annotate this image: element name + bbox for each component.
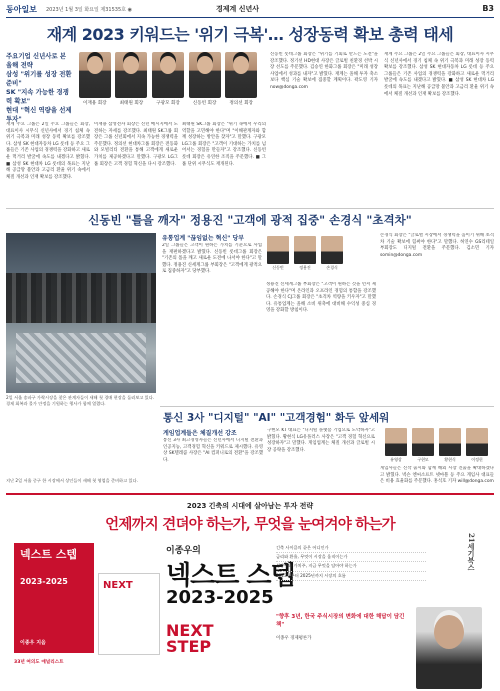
portrait-image bbox=[225, 52, 257, 98]
article-column: 게임사들은 신작 출시와 함께 해외 시장 진출을 확대하겠다고 밝혔다. 넥슨 엔씨소프트 넷마블 등 주요 게임사 대표들은 비용 효율화를 주문했다. 홍석호 기자 will@donga.com bbox=[380, 466, 494, 485]
portrait-image bbox=[115, 52, 147, 98]
article-column: 손경식 회장은 "글로벌 시장에서 경쟁력을 높이기 위해 초격차 기술 확보에 힘써야 한다"고 말했다. 허연수 GS리테일 부회장도 디지털 전환을 주문했다. 김소민 기자 somin@donga.com bbox=[380, 233, 494, 258]
section2-kicker: 유통업계 "끊임없는 혁신" 당부 bbox=[162, 235, 245, 242]
article-column: 통신 3사 최고경영자들은 신년사에서 디지털 전환과 인공지능, 고객경험 혁신을 키워드로 제시했다. 유영상 SK텔레콤 사장은 "AI 컴퍼니로의 전환"을 강조했다. bbox=[163, 438, 263, 463]
issue-date: 2023년 1월 3일 화요일 제31535호 ◉ bbox=[46, 7, 132, 13]
article-column: 신동빈 롯데그룹 회장은 "위기를 기회로 만드는 도전"을 강조했다. 정기선 HD현대 사장은 글로벌 친환경 선박 시장 선도를 주문했다. 김승연 한화그룹 회장은 "미래 성장 사업에서 성과를 내자"고 밝혔다. 재계는 올해 투자 축소보다 핵심 기술 확보에 집중할 계획이다. 곽도영 기자 now@donga.com bbox=[270, 52, 378, 90]
section3-headline[interactable]: 통신 3사 "디지털" "AI" "고객경험" 화두 앞세워 bbox=[163, 412, 390, 424]
person-name: 손경식 bbox=[326, 265, 338, 270]
portrait-image bbox=[152, 52, 184, 98]
article-column: 2일 그룹들은 고객이 원하는 가치를 기준으로 사업을 재편하겠다고 밝혔다. 신동빈 롯데그룹 회장은 "기존의 틀을 깨고 새로운 도전에 나서야 한다"고 말했다. 정용진 신세계그룹 부회장은 "고객에게 광적으로 집중하자"고 당부했다. bbox=[162, 243, 262, 275]
ad-book-years: 2023-2025 bbox=[166, 587, 274, 608]
author-portrait bbox=[416, 607, 482, 689]
book-cover-title: 넥스트 스텝 bbox=[20, 548, 77, 561]
person-photo bbox=[465, 428, 489, 463]
article-column: 이재용 삼성전자 회장은 신년 메시지에서 도전하는 자세를 강조했다. 최태원 SK그룹 회장은 그룹 신년회에서 지속 가능한 경쟁력을 주문했다. 정의선 현대차그룹 회장은 전동화와 모빌리티 전환을 통해 고객에게 새로운 가치를 제공하겠다고 말했다. 구광모 LG그룹 회장은 고객 경험 혁신을 다시 강조했다. bbox=[94, 122, 178, 167]
lead-line: 삼성 "위기를 성장 전환 준비" bbox=[6, 70, 72, 87]
photo-caption: 2일 서울 송파구 가락시장을 찾은 관계자들이 새해 첫 경매 현장을 둘러보고 있다. 경제 회복과 물가 안정을 기원하는 행사가 함께 열렸다. bbox=[6, 395, 155, 406]
article-column: 최태원 SK그룹 회장은 "위기 속에서 우리의 역할을 고민해야 한다"며 "이해관계자와 함께 성장하는 방안을 찾자"고 말했다. 구광모 LG그룹 회장은 "고객이 기대하는 가치를 넘어서는 경험을 만들자"고 강조했다. 신동빈 롯데 회장은 유연한 조직을 주문했다. ■ 그룹 단위 시무식도 재개된다. bbox=[182, 122, 266, 167]
portrait-image bbox=[79, 52, 111, 98]
ad-bullet: 2023년부터 2025년까지 시장의 흐름 bbox=[276, 573, 426, 581]
section3-kicker: 게임업계들은 체질개선 강조 bbox=[163, 430, 237, 437]
section2-headline[interactable]: 신동빈 "틀을 깨자" 정용진 "고객에 광적 집중" 손경식 "초격차" bbox=[88, 213, 412, 227]
page-number: B3 bbox=[482, 4, 494, 13]
book-cover-alt[interactable] bbox=[98, 573, 160, 655]
newspaper-brand[interactable]: 동아일보 bbox=[6, 4, 37, 14]
person-photo bbox=[320, 236, 344, 271]
ceo-photo-row bbox=[78, 52, 258, 118]
ceo-photo bbox=[151, 52, 185, 118]
portrait-image bbox=[412, 428, 434, 456]
ad-bullet: 금리와 환율, 무엇이 시장을 움직이는가 bbox=[276, 554, 426, 562]
photo-caption: 지난 2일 서울 중구 한 시장에서 상인들이 새해 첫 영업을 준비하고 있다. bbox=[6, 478, 138, 483]
ad-quote: "향후 3년, 한국 주식시장의 변화에 대한 해답이 담긴 책" bbox=[276, 614, 405, 628]
person-photo bbox=[384, 428, 408, 463]
photo-caption: 구광모 회장 bbox=[156, 101, 180, 106]
article-column: 구현모 KT 대표는 "디지털 플랫폼 기업으로 도약하자"고 밝혔다. 황현식 LG유플러스 사장은 "고객 경험 혁신으로 성장하자"고 말했다. 게임업계는 체질 개선과 글로벌 시장 공략을 강조했다. bbox=[267, 428, 375, 453]
person-name: 정용진 bbox=[299, 265, 311, 270]
section3-people bbox=[384, 428, 489, 463]
ceo-photo bbox=[224, 52, 258, 118]
ad-side-note: 33년 여의도 애널리스트 bbox=[14, 660, 64, 665]
person-name: 유영상 bbox=[390, 457, 402, 462]
person-name: 황현식 bbox=[444, 457, 456, 462]
ad-bullet: 긴축 사이클의 끝은 어디인가 bbox=[276, 545, 426, 553]
portrait-image bbox=[267, 236, 289, 264]
ad-headline: 언제까지 견뎌야 하는가, 무엇을 눈여겨야 하는가 bbox=[105, 516, 395, 533]
photo-caption: 신동빈 회장 bbox=[192, 101, 217, 106]
photo-crowd bbox=[6, 273, 156, 323]
masthead bbox=[6, 4, 494, 18]
photo-caption: 이재용 회장 bbox=[82, 101, 107, 106]
publisher-logo[interactable]: 21세기북스 bbox=[467, 533, 476, 571]
ad-bullet: 성장주와 가치주, 지금 무엇을 담아야 하는가 bbox=[276, 563, 426, 571]
article-column: 정용진 신세계그룹 부회장은 "고객이 원하는 것을 먼저 제공해야 한다"며 온라인과 오프라인 경험의 통합을 강조했다. 손경식 CJ그룹 회장은 "초격차 역량을 키우자"고 말했다. 유통업계는 올해 소비 위축에 대비해 수익성 중심 경영을 강화할 방침이다. bbox=[266, 282, 376, 314]
ceo-photo bbox=[188, 52, 222, 118]
person-name: 신동빈 bbox=[272, 265, 284, 270]
next-logo: NEXT bbox=[166, 621, 214, 640]
portrait-image bbox=[439, 428, 461, 456]
photo-caption: 정의선 회장 bbox=[229, 101, 253, 106]
lead-line: SK "지속 가능한 경쟁력 확보" bbox=[6, 88, 69, 105]
ad-bullets bbox=[276, 545, 426, 582]
ad-quote-source: 이종우 경제평론가 bbox=[276, 636, 312, 641]
lead-line: 주요기업 신년사로 본 올해 전략 bbox=[6, 52, 67, 69]
section-divider bbox=[6, 208, 494, 209]
section-name: 경제계 신년사 bbox=[216, 5, 260, 13]
photo-caption: 최태원 회장 bbox=[119, 101, 144, 106]
article-column: 재계 주요 그룹은 2일 주요 그룹들은 회장, 대표이사 시무식 신년사에서 경기 침체 속 위기 극복과 미래 성장 동력 확보를 강조했다. 삼성 SK 현대자동차 LG 롯데 등 주요 그룹들은 기존 사업의 경쟁력을 강화하고 새로운 먹거리 발굴에 속도를 내겠다고 밝혔다. ■ 삼성 SK 현대차 LG 롯데의 목표는 지난해 공급망 불안과 고금리 환율 위기 속에서 체질 개선과 인재 확보를 강조했다. bbox=[384, 52, 494, 97]
book-cover-next: NEXT bbox=[103, 580, 133, 591]
ceo-photo bbox=[115, 52, 149, 118]
market-photo bbox=[6, 233, 156, 393]
book-advertisement[interactable] bbox=[6, 493, 494, 689]
ad-tagline: 2023 긴축의 시대에 살아남는 투자 전략 bbox=[186, 502, 314, 510]
portrait-image bbox=[294, 236, 316, 264]
book-cover[interactable] bbox=[14, 543, 94, 653]
ceo-photo bbox=[78, 52, 112, 118]
person-name: 구현모 bbox=[417, 457, 429, 462]
ad-author: 이종우의 bbox=[166, 546, 201, 556]
portrait-image bbox=[189, 52, 221, 98]
person-photo bbox=[438, 428, 462, 463]
ad-book-title: 넥스트 스텝 bbox=[166, 561, 295, 591]
portrait-image bbox=[385, 428, 407, 456]
section2-people bbox=[266, 236, 344, 271]
portrait-image bbox=[321, 236, 343, 264]
lead-line: 현대 "혁신 역량을 선제 투자" bbox=[6, 106, 72, 123]
person-name: 이정헌 bbox=[471, 457, 483, 462]
person-photo bbox=[411, 428, 435, 463]
step-logo: STEP bbox=[166, 637, 212, 656]
person-photo bbox=[266, 236, 290, 271]
lead-summary bbox=[6, 52, 72, 123]
section-divider bbox=[160, 406, 494, 407]
portrait-image bbox=[466, 428, 488, 456]
book-cover-years: 2023-2025 bbox=[20, 577, 68, 586]
article-column: 재계 주요 그룹은 2일 주요 그룹들은 회장, 대표이사 시무식 신년사에서 경기 침체 속 위기 극복과 미래 성장 동력 확보를 강조했다. 삼성 SK 현대자동차 LG 롯데 등 주요 그룹들은 기존 사업의 경쟁력을 강화하고 새로운 먹거리 발굴에 속도를 내겠다고 밝혔다. ■ 삼성 SK 현대차 LG 롯데의 목표는 지난해 공급망 불안과 고금리 환율 위기 속에서 체질 개선과 인재 확보를 강조했다. bbox=[6, 122, 90, 180]
main-headline[interactable]: 재계 2023 키워드는 '위기 극복'… 성장동력 확보 총력 태세 bbox=[46, 25, 454, 44]
photo-goods bbox=[16, 333, 146, 383]
book-cover-author: 이종우 지음 bbox=[20, 640, 46, 646]
person-photo bbox=[293, 236, 317, 271]
